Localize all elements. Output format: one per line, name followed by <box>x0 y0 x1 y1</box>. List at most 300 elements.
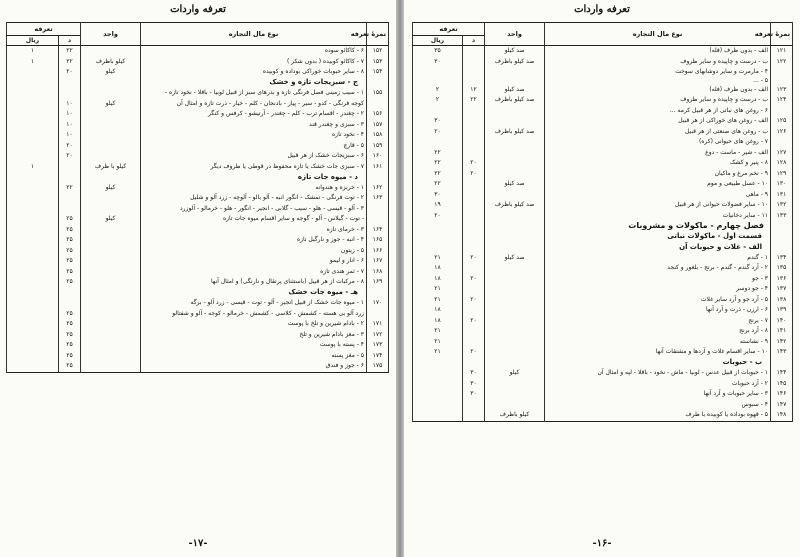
description-cell: ۹ - تخم مرغ و ماکیان <box>545 169 771 180</box>
item-number-cell: ۱۴۱ <box>771 326 793 337</box>
unit-cell: کیلو <box>81 99 141 110</box>
unit-cell <box>81 298 141 309</box>
description-cell: ۳ - سبزی و چغندر قند <box>141 120 367 131</box>
item-number-cell: ۱۳۵ <box>771 263 793 274</box>
table-row <box>413 148 793 159</box>
section-heading-row <box>413 232 793 243</box>
item-number-cell <box>771 221 793 232</box>
page-header: تعرفه واردات <box>574 4 630 15</box>
unit-cell <box>485 137 545 148</box>
unit-cell <box>81 330 141 341</box>
table-row <box>7 235 389 246</box>
section-heading-row <box>413 358 793 369</box>
unit-cell: کیلو با ظرف <box>81 162 141 173</box>
description-cell: ۶ - کاکائو سوده <box>141 46 367 57</box>
table-row <box>7 109 389 120</box>
item-number-cell: ۱۷۵ <box>367 361 389 372</box>
table-row <box>413 78 793 85</box>
item-number-cell: ۱۶۳ <box>367 193 389 204</box>
description-cell: ۱ - میوه جات خشک از قبیل انجیر - آلو - توت - قیسی - زرد آلو - برگه <box>141 298 367 309</box>
table-row <box>413 106 793 117</box>
table-row <box>413 116 793 127</box>
rial-cell <box>7 298 59 309</box>
unit-cell <box>485 305 545 316</box>
rial-cell: ۱ <box>7 46 59 57</box>
unit-cell <box>485 148 545 159</box>
description-cell: کوجه فرنگی - کدو - سیر - پیاز - بادنجان - کلم - خیار - ذرت تازه و امثال آن <box>141 99 367 110</box>
rial-cell <box>7 309 59 320</box>
tariff-table <box>6 22 389 373</box>
dinar-cell <box>463 106 485 117</box>
rial-cell <box>7 141 59 152</box>
unit-cell <box>81 277 141 288</box>
rial-cell <box>7 277 59 288</box>
unit-cell <box>485 221 545 232</box>
table-row <box>7 193 389 204</box>
rial-cell <box>7 361 59 372</box>
dinar-cell <box>463 46 485 57</box>
item-number-cell: ۱۶۰ <box>367 151 389 162</box>
item-number-cell: ۱۳۱ <box>771 190 793 201</box>
section-heading-row <box>413 221 793 232</box>
description-cell: ب - درست و چاپیده و سایر ظروف <box>545 95 771 106</box>
item-number-cell: ۱۲۷ <box>771 148 793 159</box>
section-heading-row <box>7 172 389 183</box>
description-cell: الف - غلات و حبوبات آن <box>545 242 771 253</box>
table-row <box>413 400 793 411</box>
rial-cell <box>7 351 59 362</box>
unit-cell <box>81 288 141 299</box>
rial-cell <box>413 379 463 390</box>
dinar-cell: ۲۵ <box>59 330 81 341</box>
table-row <box>7 151 389 162</box>
rial-cell <box>7 246 59 257</box>
description-cell: ۵ - آرد جو و آرد سایر غلات <box>545 295 771 306</box>
item-number-cell: ۱۳۴ <box>771 253 793 264</box>
rial-cell: ۳۰ <box>413 190 463 201</box>
unit-cell <box>485 295 545 306</box>
dinar-cell: ۲۵ <box>59 361 81 372</box>
description-cell: ب - روغن های صنعتی از هر قبیل <box>545 127 771 138</box>
description-cell: ۸ - سایر حبوبات خوراکی بوداده و کوبیده <box>141 67 367 78</box>
item-number-cell: ۱۴۰ <box>771 316 793 327</box>
unit-cell <box>485 337 545 348</box>
unit-cell: کیلو باظرف <box>485 410 545 421</box>
unit-cell <box>81 193 141 204</box>
column-header-item-no: نمرۀ تعرفه <box>771 23 793 46</box>
unit-cell <box>485 326 545 337</box>
dinar-cell: ۱۰ <box>59 109 81 120</box>
unit-cell <box>81 309 141 320</box>
dinar-cell: ۲۰ <box>59 151 81 162</box>
dinar-cell <box>59 172 81 183</box>
dinar-cell: ۲۰ <box>463 347 485 358</box>
column-header-unit: واحد <box>485 23 545 46</box>
item-number-cell: ۱۳۸ <box>771 295 793 306</box>
unit-cell <box>81 256 141 267</box>
table-row <box>7 88 389 99</box>
description-cell: ۳ - آلو - قیسی - هلو - سیب - گلابی - انجیر - انگور - هلو - خرمالو - آلوزرد <box>141 204 367 215</box>
rial-cell: ۳۰ <box>413 57 463 68</box>
dinar-cell: ۲۵ <box>59 214 81 225</box>
item-number-cell: ۱۷۱ <box>367 319 389 330</box>
rial-cell: ۲۲ <box>413 148 463 159</box>
table-row <box>7 246 389 257</box>
item-number-cell: ۱۳۳ <box>771 211 793 222</box>
rial-cell: ۲۲ <box>413 158 463 169</box>
table-row <box>413 85 793 96</box>
dinar-cell <box>463 57 485 68</box>
item-number-cell: ۱۵۷ <box>367 120 389 131</box>
rial-cell: ۱ <box>7 57 59 68</box>
dinar-cell <box>463 211 485 222</box>
unit-cell <box>81 120 141 131</box>
dinar-cell: ۱۲ <box>463 85 485 96</box>
item-number-cell: ۱۵۸ <box>367 130 389 141</box>
table-row <box>413 263 793 274</box>
table-row <box>7 130 389 141</box>
item-number-cell: ۱۲۵ <box>771 116 793 127</box>
item-number-cell: ۱۷۰ <box>367 298 389 309</box>
rial-cell: ۲۲ <box>413 169 463 180</box>
unit-cell: صد کیلو باظرف <box>485 127 545 138</box>
table-row <box>7 309 389 320</box>
item-number-cell: ۱۳۷ <box>771 284 793 295</box>
description-cell: ۲ - بادام شیرین و تلخ با پوست <box>141 319 367 330</box>
rial-cell: ۲۱ <box>413 284 463 295</box>
dinar-cell <box>463 179 485 190</box>
rial-cell: ۲۱ <box>413 253 463 264</box>
table-row <box>413 347 793 358</box>
column-header-description: نوع مال التجاره <box>141 23 367 46</box>
item-number-cell <box>771 67 793 78</box>
item-number-cell <box>367 172 389 183</box>
dinar-cell <box>463 137 485 148</box>
item-number-cell: ۱۵۶ <box>367 109 389 120</box>
dinar-cell <box>463 242 485 253</box>
item-number-cell: ۱۶۲ <box>367 183 389 194</box>
rial-cell <box>7 288 59 299</box>
table-row <box>7 225 389 236</box>
dinar-cell <box>463 358 485 369</box>
unit-cell <box>485 389 545 400</box>
unit-cell: صد کیلو <box>485 85 545 96</box>
rial-cell: ۲۱ <box>413 347 463 358</box>
description-cell: فصل چهارم - ماکولات و مشروبات <box>545 221 771 232</box>
table-row <box>7 351 389 362</box>
rial-cell <box>7 172 59 183</box>
description-cell: ۵ - قهوه بوداده یا کوبیده با ظرف <box>545 410 771 421</box>
table-row <box>7 120 389 131</box>
dinar-cell: ۲۵ <box>59 351 81 362</box>
rial-cell <box>7 183 59 194</box>
unit-cell <box>81 235 141 246</box>
table-row <box>413 326 793 337</box>
description-cell: ۴ - پسته با پوست <box>141 340 367 351</box>
item-number-cell: ۱۶۵ <box>367 235 389 246</box>
description-cell: ۹ - ماهی <box>545 190 771 201</box>
dinar-cell <box>59 204 81 215</box>
table-row <box>413 57 793 68</box>
dinar-cell: ۳۰ <box>463 368 485 379</box>
dinar-cell: ۲۵ <box>59 246 81 257</box>
rial-cell: ۲ <box>413 95 463 106</box>
tariff-table-body <box>413 46 793 422</box>
unit-cell <box>81 351 141 362</box>
unit-cell <box>485 116 545 127</box>
item-number-cell: ۱۶۸ <box>367 267 389 278</box>
description-cell: ۷ - ثمر هندی تازه <box>141 267 367 278</box>
rial-cell <box>7 214 59 225</box>
description-cell: الف - شیر - ماست - دوغ <box>545 148 771 159</box>
item-number-cell: ۱۲۴ <box>771 95 793 106</box>
rial-cell: ۳۵ <box>413 46 463 57</box>
item-number-cell: ۱۶۷ <box>367 256 389 267</box>
table-row <box>7 214 389 225</box>
rial-cell: ۱ <box>7 162 59 173</box>
dinar-cell <box>463 148 485 159</box>
description-cell: ۴ - مارمرت و سایر دوشابهای سوخت <box>545 67 771 78</box>
rial-cell <box>7 256 59 267</box>
description-cell: ۵ - مغز پسته <box>141 351 367 362</box>
dinar-cell: ۱۰ <box>59 99 81 110</box>
description-cell: هـ - میوه جات خشک <box>141 288 367 299</box>
rial-cell <box>413 242 463 253</box>
rial-cell: ۲۱ <box>413 295 463 306</box>
table-row <box>7 256 389 267</box>
column-header-rial: ریال <box>7 36 59 46</box>
item-number-cell: ۱۶۴ <box>367 225 389 236</box>
dinar-cell: ۲۰ <box>463 169 485 180</box>
column-header-dinar: د <box>463 36 485 46</box>
table-row <box>7 67 389 78</box>
unit-cell: صد کیلو باظرف <box>485 200 545 211</box>
description-cell: د - میوه جات تازه <box>141 172 367 183</box>
rial-cell <box>7 340 59 351</box>
dinar-cell: ۲۵ <box>59 340 81 351</box>
table-row <box>413 284 793 295</box>
table-row <box>413 253 793 264</box>
unit-cell <box>81 267 141 278</box>
dinar-cell: ۲۲ <box>59 57 81 68</box>
rial-cell <box>7 120 59 131</box>
unit-cell <box>81 361 141 372</box>
table-row <box>7 162 389 173</box>
dinar-cell <box>463 116 485 127</box>
description-cell: ۴ - انبه - جوز و نارگیل تازه <box>141 235 367 246</box>
item-number-cell: ۱۵۵ <box>367 88 389 99</box>
item-number-cell <box>771 358 793 369</box>
description-cell: ۳ - مغز بادام شیرین و تلخ <box>141 330 367 341</box>
unit-cell: کیلو <box>81 67 141 78</box>
item-number-cell: ۱۶۹ <box>367 277 389 288</box>
unit-cell <box>485 263 545 274</box>
column-header-dinar: د <box>59 36 81 46</box>
rial-cell <box>7 67 59 78</box>
table-row <box>413 158 793 169</box>
unit-cell: صد کیلو <box>485 253 545 264</box>
dinar-cell: ۲۵ <box>59 319 81 330</box>
description-cell: ۶ - روغن های نباتی از هر قبیل کرمه ... <box>545 106 771 117</box>
item-number-cell <box>771 137 793 148</box>
description-cell: ۶ - ارزن - ذرت و آرد آنها <box>545 305 771 316</box>
table-row <box>413 295 793 306</box>
dinar-cell: ۲۲ <box>59 183 81 194</box>
item-number-cell: ۱۲۱ <box>771 46 793 57</box>
rial-cell <box>413 232 463 243</box>
dinar-cell: ۱۰ <box>59 120 81 131</box>
dinar-cell <box>463 400 485 411</box>
unit-cell <box>485 232 545 243</box>
dinar-cell: ۲۵ <box>59 277 81 288</box>
table-row <box>413 337 793 348</box>
description-cell: ۲ - آرد حبوبات <box>545 379 771 390</box>
unit-cell <box>81 78 141 89</box>
tariff-table <box>412 22 793 422</box>
table-row <box>413 368 793 379</box>
page-number: -۱۶- <box>592 538 612 549</box>
table-row <box>7 141 389 152</box>
description-cell: الف - بدون ظرف (فله) <box>545 46 771 57</box>
item-number-cell: ۱۷۳ <box>367 340 389 351</box>
rial-cell <box>413 358 463 369</box>
table-row <box>7 183 389 194</box>
rial-cell: ۱۸ <box>413 263 463 274</box>
unit-cell <box>485 274 545 285</box>
item-number-cell: ۱۴۴ <box>771 368 793 379</box>
dinar-cell: ۲۵ <box>59 235 81 246</box>
rial-cell <box>7 99 59 110</box>
item-number-cell <box>367 78 389 89</box>
dinar-cell: ۲۰ <box>463 274 485 285</box>
item-number-cell: ۱۳۹ <box>771 305 793 316</box>
rial-cell <box>7 151 59 162</box>
item-number-cell <box>367 288 389 299</box>
item-number-cell: ۱۴۷ <box>771 400 793 411</box>
dinar-cell <box>59 193 81 204</box>
table-row <box>7 277 389 288</box>
item-number-cell: ۱۲۸ <box>771 158 793 169</box>
description-cell: الف - روغن های خوراکی از هر قبیل <box>545 116 771 127</box>
rial-cell <box>413 410 463 421</box>
unit-cell <box>485 106 545 117</box>
description-cell: ب - حبوبات <box>545 358 771 369</box>
dinar-cell: ۲۵ <box>59 267 81 278</box>
unit-cell: کیلو <box>81 183 141 194</box>
unit-cell: صد کیلو باظرف <box>485 95 545 106</box>
rial-cell: ۳۰ <box>413 116 463 127</box>
table-row <box>413 67 793 78</box>
item-number-cell: ۱۲۳ <box>771 85 793 96</box>
description-cell: ۷ - سبزی جات خشک یا تازه محفوظ در قوطی یا ظروف دیگر <box>141 162 367 173</box>
item-number-cell: ۱۵۲ <box>367 46 389 57</box>
section-heading-row <box>413 242 793 253</box>
item-number-cell: ۱۳۰ <box>771 179 793 190</box>
table-row <box>7 204 389 215</box>
unit-cell <box>81 141 141 152</box>
rial-cell <box>7 130 59 141</box>
item-number-cell: ۱۲۲ <box>771 57 793 68</box>
description-cell: ۱ - گندم <box>545 253 771 264</box>
page-number: -۱۷- <box>188 538 208 549</box>
rial-cell <box>413 78 463 85</box>
item-number-cell: ۱۷۴ <box>367 351 389 362</box>
item-number-cell: ۱۳۶ <box>771 274 793 285</box>
dinar-cell <box>59 78 81 89</box>
item-number-cell <box>771 242 793 253</box>
description-cell: ب - درست و چاپیده و سایر ظروف <box>545 57 771 68</box>
item-number-cell: ۱۲۹ <box>771 169 793 180</box>
dinar-cell <box>463 337 485 348</box>
description-cell: ۸ - پنیر و کشک <box>545 158 771 169</box>
rial-cell <box>413 67 463 78</box>
description-cell: ج - سبزیجات تازه و خشک <box>141 78 367 89</box>
unit-cell <box>485 400 545 411</box>
description-cell: ۲ - چغندر - اقسام ترب - کلم - چغندر - آرتیشو - کرفس و کنگر <box>141 109 367 120</box>
table-row <box>413 95 793 106</box>
rial-cell <box>413 137 463 148</box>
dinar-cell <box>59 298 81 309</box>
dinar-cell <box>463 326 485 337</box>
table-row <box>7 267 389 278</box>
unit-cell: کیلو باظرف <box>81 57 141 68</box>
item-number-cell <box>771 232 793 243</box>
item-number-cell: ۱۴۸ <box>771 410 793 421</box>
rial-cell: ۲ <box>413 85 463 96</box>
dinar-cell <box>463 200 485 211</box>
item-number-cell: ۱۵۴ <box>367 67 389 78</box>
rial-cell: ۲۰ <box>413 211 463 222</box>
table-row <box>7 46 389 57</box>
table-row <box>413 389 793 400</box>
item-number-cell: ۱۴۲ <box>771 337 793 348</box>
unit-cell <box>485 169 545 180</box>
unit-cell: کیلو <box>81 214 141 225</box>
dinar-cell: ۲۲ <box>59 46 81 57</box>
table-row <box>413 410 793 421</box>
dinar-cell: ۳۰ <box>463 389 485 400</box>
unit-cell <box>485 190 545 201</box>
description-cell: قسمت اول - ماکولات نباتی <box>545 232 771 243</box>
rial-cell <box>7 267 59 278</box>
description-cell: ۴ - جو دوسر <box>545 284 771 295</box>
table-row <box>7 340 389 351</box>
table-row <box>7 330 389 341</box>
item-number-cell: ۱۷۲ <box>367 330 389 341</box>
column-header-tariff: تعرفه <box>413 23 485 36</box>
item-number-cell: ۱۵۹ <box>367 141 389 152</box>
table-row <box>7 319 389 330</box>
rial-cell <box>7 235 59 246</box>
description-cell: ۱۰ - عسل طبیعی و موم <box>545 179 771 190</box>
unit-cell <box>485 379 545 390</box>
description-cell: ۱ - حبوبات از قبیل عدس - لوبیا - ماش - نخود - باقلا - لپه و امثال آن <box>545 368 771 379</box>
column-header-rial: ریال <box>413 36 463 46</box>
table-row <box>7 361 389 372</box>
item-number-cell <box>367 99 389 110</box>
rial-cell <box>413 221 463 232</box>
dinar-cell: ۲۰ <box>463 158 485 169</box>
description-cell: ۱۰ - سایر فضولات حیوانی از هر قبیل <box>545 200 771 211</box>
rial-cell <box>7 225 59 236</box>
unit-cell <box>485 347 545 358</box>
unit-cell <box>81 88 141 99</box>
table-row <box>413 211 793 222</box>
description-cell: ۸ - آرد برنج <box>545 326 771 337</box>
description-cell: ۲ - آرد گندم - گندم - برنج - بلغور و کنجد <box>545 263 771 274</box>
description-cell: زرد آلو بی هسته - کشمش - کلاسی - کشمش - خرمالو - کوجه - آلو و شفتالو <box>141 309 367 320</box>
rial-cell <box>413 106 463 117</box>
